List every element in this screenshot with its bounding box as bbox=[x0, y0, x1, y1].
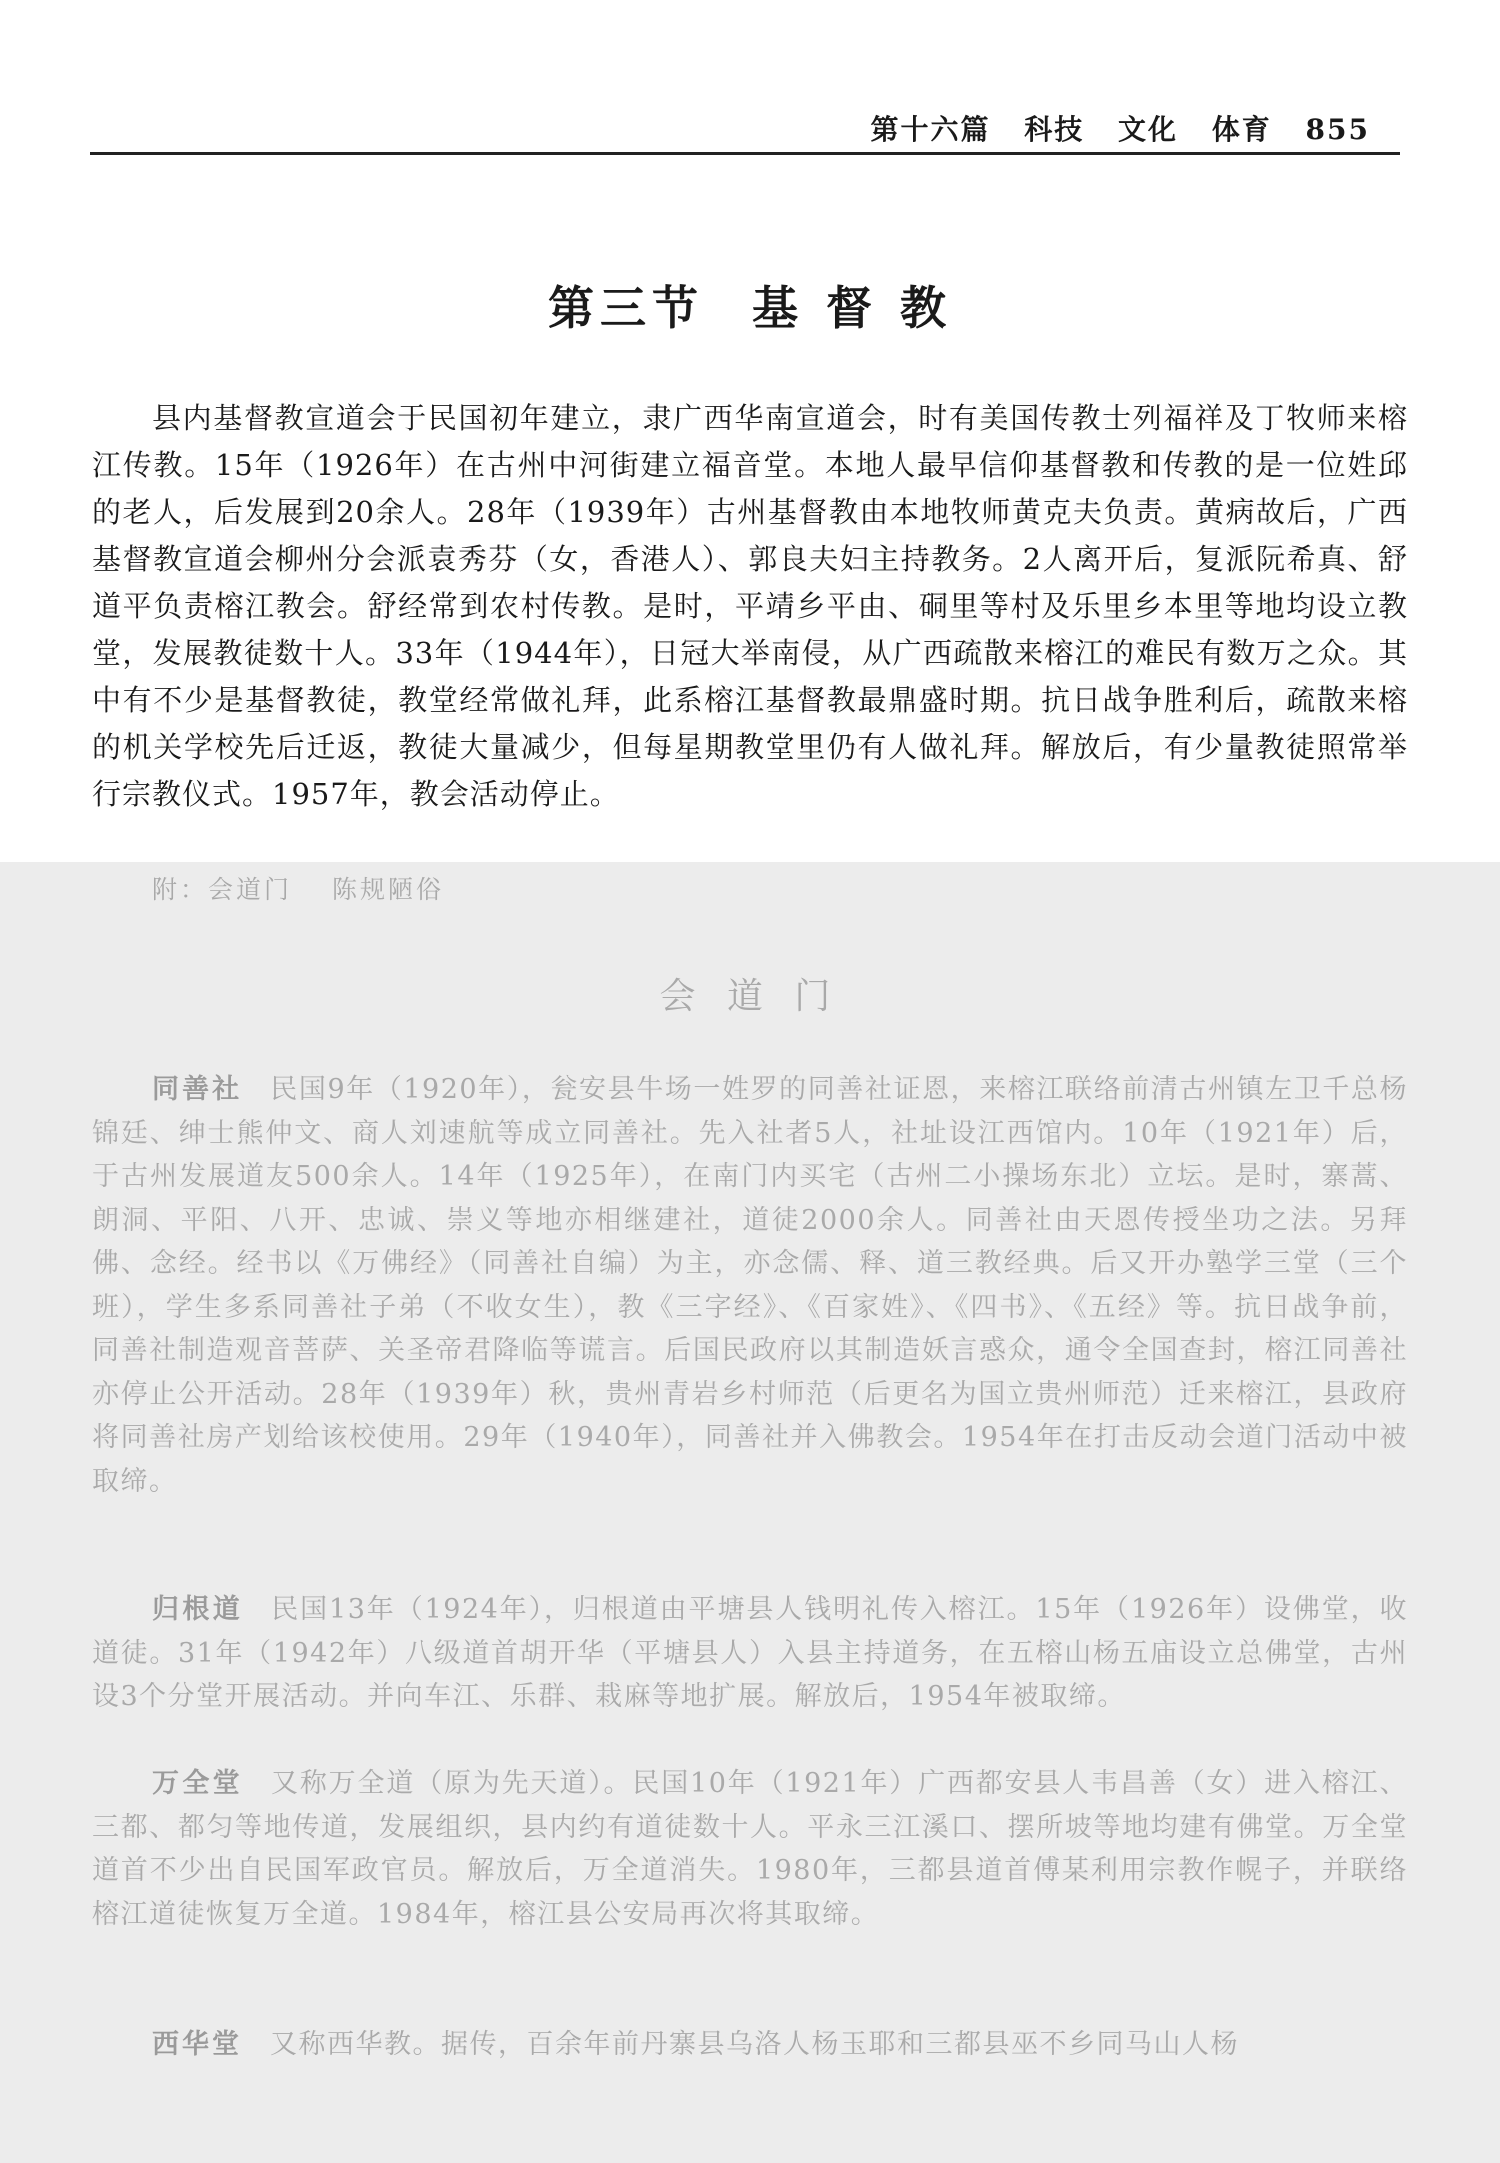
running-header bbox=[90, 100, 1400, 150]
section-title bbox=[0, 272, 1500, 338]
entry-paragraph bbox=[92, 2023, 1408, 2067]
entry-text: 民国13年（1924年），归根道由平塘县人钱明礼传入榕江。15年（1926年）设佛堂，收道徒。31年（1942年）八级道首胡开华（平塘县人）入县主持道务，在五榕山杨五庙设立总佛堂，古州设3个分堂开展活动。并向车江、乐群、栽麻等地扩展。解放后，1954年被取缔。 bbox=[92, 1594, 1409, 1712]
main-paragraph: 县内基督教宣道会于民国初年建立，隶广西华南宣道会，时有美国传教士列福祥及丁牧师来榕江传教。15年（1926年）在古州中河街建立福音堂。本地人最早信仰基督教和传教的是一位姓邱的老人，后发展到20余人。28年（1939年）古州基督教由本地牧师黄克夫负责。黄病故后，广西基督教宣道会柳州分会派袁秀芬（女，香港人）、郭良夫妇主持教务。2人离开后，复派阮希真、舒道平负责榕江教会。舒经常到农村传教。是时，平靖乡平由、硐里等村及乐里乡本里等地均设立教堂，发展教徒数十人。33年（1944年），日冠大举南侵，从广西疏散来榕江的难民有数万之众。其中有不少是基督教徒，教堂经常做礼拜，此系榕江基督教最鼎盛时期。抗日战争胜利后，疏散来榕的机关学校先后迁返，教徒大量减少，但每星期教堂里仍有人做礼拜。解放后，有少量教徒照常举行宗教仪式。1957年，教会活动停止。 bbox=[92, 401, 1408, 811]
subsection-title: 会 道 门 bbox=[659, 976, 841, 1017]
header-topic-3: 体育 bbox=[1211, 113, 1272, 146]
entry-term: 万全堂 bbox=[152, 1768, 244, 1799]
appendix-label: 附：会道门 bbox=[152, 875, 293, 904]
entry-text: 又称万全道（原为先天道）。民国10年（1921年）广西都安县人韦昌善（女）进入榕江、三都、都匀等地传道，发展组织，县内约有道徒数十人。平永三江溪口、摆所坡等地均建有佛堂。万全堂道首不少出自民国军政官员。解放后，万全道消失。1980年，三都县道首傅某利用宗教作幌子，并联络榕江道徒恢复万全道。1984年，榕江县公安局再次将其取缔。 bbox=[92, 1768, 1408, 1930]
header-rule bbox=[90, 152, 1400, 155]
faded-region bbox=[0, 862, 1500, 2163]
entry-term: 归根道 bbox=[152, 1594, 244, 1625]
entry-term: 西华堂 bbox=[152, 2029, 242, 2060]
page-number: 855 bbox=[1305, 113, 1370, 146]
appendix-item: 陈规陋俗 bbox=[332, 875, 445, 904]
appendix-note bbox=[152, 870, 444, 906]
entry-term: 同善社 bbox=[152, 1074, 243, 1105]
section-title-prefix: 第三节 bbox=[547, 281, 704, 335]
entry-paragraph bbox=[92, 1588, 1408, 1719]
entry-text: 民国9年（1920年），瓮安县牛场一姓罗的同善社证恩，来榕江联络前清古州镇左卫千总杨锦廷、绅士熊仲文、商人刘速航等成立同善社。先入社者5人，社址设江西馆内。10年（1921年）后，于古州发展道友500余人。14年（1925年），在南门内买宅（古州二小操场东北）立坛。是时，寨蒿、朗洞、平阳、八开、忠诚、崇义等地亦相继建社，道徒2000余人。同善社由天恩传授坐功之法。另拜佛、念经。经书以《万佛经》（同善社自编）为主，亦念儒、释、道三教经典。后又开办塾学三堂（三个班），学生多系同善社子弟（不收女生），教《三字经》、《百家姓》、《四书》、《五经》等。抗日战争前，同善社制造观音菩萨、关圣帝君降临等谎言。后国民政府以其制造妖言惑众，通令全国查封，榕江同善社亦停止公开活动。28年（1939年）秋，贵州青岩乡村师范（后更名为国立贵州师范）迁来榕江，县政府将同善社房产划给该校使用。29年（1940年），同善社并入佛教会。1954年在打击反动会道门活动中被取缔。 bbox=[92, 1074, 1409, 1497]
section-title-main: 基 督 教 bbox=[751, 281, 953, 335]
header-topic-2: 文化 bbox=[1118, 113, 1179, 146]
header-topic-1: 科技 bbox=[1024, 113, 1085, 146]
header-text bbox=[848, 108, 1370, 148]
header-part: 第十六篇 bbox=[870, 113, 991, 146]
entry-text: 又称西华教。据传，百余年前丹寨县乌洛人杨玉耶和三都县巫不乡同马山人杨 bbox=[270, 2029, 1239, 2060]
entry-paragraph bbox=[92, 1068, 1408, 1503]
entry-paragraph bbox=[92, 1762, 1408, 1936]
